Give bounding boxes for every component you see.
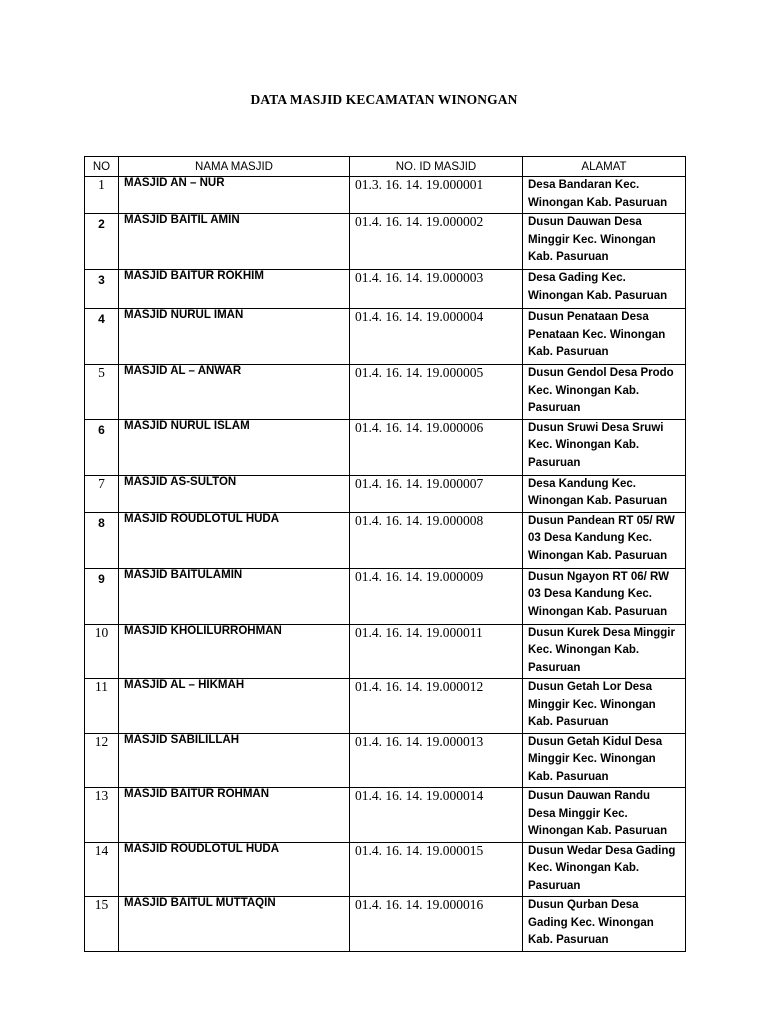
row-id-masjid: 01.4. 16. 14. 19.000009 <box>350 568 523 624</box>
row-no: 6 <box>85 419 119 475</box>
table-row <box>85 897 686 952</box>
row-no: 12 <box>85 733 119 788</box>
row-id-masjid: 01.4. 16. 14. 19.000002 <box>350 214 523 270</box>
row-alamat: Dusun Getah Kidul Desa Minggir Kec. Winongan Kab. Pasuruan <box>523 733 686 788</box>
header-no-id-masjid: NO. ID MASJID <box>350 157 523 177</box>
row-nama-masjid: MASJID NURUL IMAN <box>119 309 350 365</box>
row-id-masjid: 01.4. 16. 14. 19.000004 <box>350 309 523 365</box>
table-row <box>85 475 686 512</box>
row-alamat: Dusun Dauwan Randu Desa Minggir Kec. Winongan Kab. Pasuruan <box>523 788 686 843</box>
table-row <box>85 624 686 679</box>
masjid-table <box>84 156 686 952</box>
row-nama-masjid: MASJID BAITUL MUTTAQIN <box>119 897 350 952</box>
table-row <box>85 512 686 568</box>
row-id-masjid: 01.4. 16. 14. 19.000015 <box>350 842 523 897</box>
row-no: 7 <box>85 475 119 512</box>
row-id-masjid: 01.4. 16. 14. 19.000007 <box>350 475 523 512</box>
row-no: 8 <box>85 512 119 568</box>
row-id-masjid: 01.4. 16. 14. 19.000014 <box>350 788 523 843</box>
row-alamat: Desa Gading Kec. Winongan Kab. Pasuruan <box>523 270 686 309</box>
table-row <box>85 842 686 897</box>
table-row <box>85 309 686 365</box>
row-alamat: Dusun Dauwan Desa Minggir Kec. Winongan Kab. Pasuruan <box>523 214 686 270</box>
row-alamat: Dusun Ngayon RT 06/ RW 03 Desa Kandung Kec. Winongan Kab. Pasuruan <box>523 568 686 624</box>
row-alamat: Desa Kandung Kec. Winongan Kab. Pasuruan <box>523 475 686 512</box>
table-row <box>85 733 686 788</box>
table-row <box>85 214 686 270</box>
row-id-masjid: 01.3. 16. 14. 19.000001 <box>350 177 523 214</box>
row-nama-masjid: MASJID BAITIL AMIN <box>119 214 350 270</box>
row-alamat: Dusun Penataan Desa Penataan Kec. Winongan Kab. Pasuruan <box>523 309 686 365</box>
header-alamat: ALAMAT <box>523 157 686 177</box>
row-nama-masjid: MASJID BAITULAMIN <box>119 568 350 624</box>
row-no: 3 <box>85 270 119 309</box>
row-id-masjid: 01.4. 16. 14. 19.000016 <box>350 897 523 952</box>
table-row <box>85 270 686 309</box>
row-alamat: Dusun Pandean RT 05/ RW 03 Desa Kandung Kec. Winongan Kab. Pasuruan <box>523 512 686 568</box>
row-id-masjid: 01.4. 16. 14. 19.000005 <box>350 365 523 420</box>
row-nama-masjid: MASJID AS-SULTON <box>119 475 350 512</box>
header-nama-masjid: NAMA MASJID <box>119 157 350 177</box>
row-nama-masjid: MASJID BAITUR ROHMAN <box>119 788 350 843</box>
row-no: 5 <box>85 365 119 420</box>
table-row <box>85 177 686 214</box>
row-alamat: Dusun Wedar Desa Gading Kec. Winongan Kab. Pasuruan <box>523 842 686 897</box>
row-no: 14 <box>85 842 119 897</box>
row-alamat: Dusun Gendol Desa Prodo Kec. Winongan Kab. Pasuruan <box>523 365 686 420</box>
row-nama-masjid: MASJID SABILILLAH <box>119 733 350 788</box>
row-nama-masjid: MASJID ROUDLOTUL HUDA <box>119 512 350 568</box>
row-nama-masjid: MASJID BAITUR ROKHIM <box>119 270 350 309</box>
table-row <box>85 419 686 475</box>
row-id-masjid: 01.4. 16. 14. 19.000006 <box>350 419 523 475</box>
page-title: DATA MASJID KECAMATAN WINONGAN <box>250 92 518 107</box>
row-nama-masjid: MASJID AL – ANWAR <box>119 365 350 420</box>
table-row <box>85 788 686 843</box>
row-id-masjid: 01.4. 16. 14. 19.000013 <box>350 733 523 788</box>
row-no: 10 <box>85 624 119 679</box>
row-id-masjid: 01.4. 16. 14. 19.000003 <box>350 270 523 309</box>
row-no: 2 <box>85 214 119 270</box>
table-row <box>85 568 686 624</box>
table-header-row <box>85 157 686 177</box>
row-nama-masjid: MASJID NURUL ISLAM <box>119 419 350 475</box>
row-nama-masjid: MASJID ROUDLOTUL HUDA <box>119 842 350 897</box>
row-id-masjid: 01.4. 16. 14. 19.000011 <box>350 624 523 679</box>
row-no: 9 <box>85 568 119 624</box>
row-no: 11 <box>85 679 119 734</box>
row-alamat: Dusun Qurban Desa Gading Kec. Winongan Kab. Pasuruan <box>523 897 686 952</box>
row-no: 4 <box>85 309 119 365</box>
row-alamat: Dusun Sruwi Desa Sruwi Kec. Winongan Kab. Pasuruan <box>523 419 686 475</box>
row-alamat: Dusun Kurek Desa Minggir Kec. Winongan Kab. Pasuruan <box>523 624 686 679</box>
header-no: NO <box>85 157 119 177</box>
row-no: 15 <box>85 897 119 952</box>
row-id-masjid: 01.4. 16. 14. 19.000012 <box>350 679 523 734</box>
row-alamat: Desa Bandaran Kec. Winongan Kab. Pasuruan <box>523 177 686 214</box>
row-no: 13 <box>85 788 119 843</box>
row-no: 1 <box>85 177 119 214</box>
row-nama-masjid: MASJID KHOLILURROHMAN <box>119 624 350 679</box>
row-id-masjid: 01.4. 16. 14. 19.000008 <box>350 512 523 568</box>
row-alamat: Dusun Getah Lor Desa Minggir Kec. Winongan Kab. Pasuruan <box>523 679 686 734</box>
table-row <box>85 679 686 734</box>
row-nama-masjid: MASJID AL – HIKMAH <box>119 679 350 734</box>
row-nama-masjid: MASJID AN – NUR <box>119 177 350 214</box>
table-row <box>85 365 686 420</box>
